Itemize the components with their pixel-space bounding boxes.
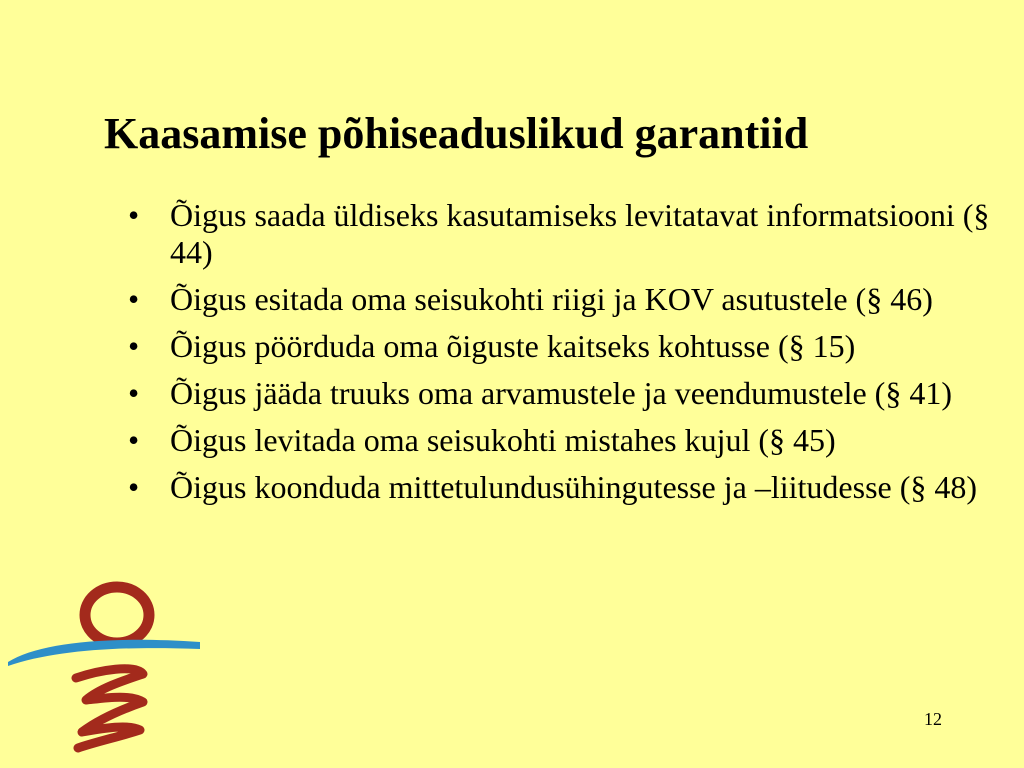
bullet-list: [128, 197, 1018, 516]
bullet-item: [128, 328, 1018, 365]
bullet-text: Õigus esitada oma seisukohti riigi ja KOV asutustele (§ 46): [170, 281, 933, 317]
bullet-item: [128, 469, 1018, 506]
bullet-icon: •: [128, 422, 140, 458]
organization-logo: [0, 570, 200, 760]
bullet-text: Õigus saada üldiseks kasutamiseks levitatavat informatsiooni (§ 44): [170, 197, 990, 270]
bullet-item: [128, 197, 1018, 271]
bullet-item: [128, 281, 1018, 318]
bullet-text: Õigus koonduda mittetulundusühingutesse ja –liitudesse (§ 48): [170, 469, 978, 505]
page-number: 12: [924, 709, 942, 729]
bullet-text: Õigus pöörduda oma õiguste kaitseks kohtusse (§ 15): [170, 328, 856, 364]
bullet-icon: •: [128, 328, 140, 364]
bullet-icon: •: [128, 197, 140, 233]
slide-title: Kaasamise põhiseaduslikud garantiid: [104, 109, 809, 158]
bullet-text: Õigus jääda truuks oma arvamustele ja veendumustele (§ 41): [170, 375, 952, 411]
logo-ring-icon: [85, 587, 149, 643]
bullet-text: Õigus levitada oma seisukohti mistahes kujul (§ 45): [170, 422, 836, 458]
bullet-icon: •: [128, 469, 140, 505]
bullet-icon: •: [128, 375, 140, 411]
bullet-icon: •: [128, 281, 140, 317]
bullet-item: [128, 422, 1018, 459]
logo-squiggle-icon: [76, 669, 143, 748]
bullet-item: [128, 375, 1018, 412]
logo-swoosh-icon: [8, 640, 200, 666]
